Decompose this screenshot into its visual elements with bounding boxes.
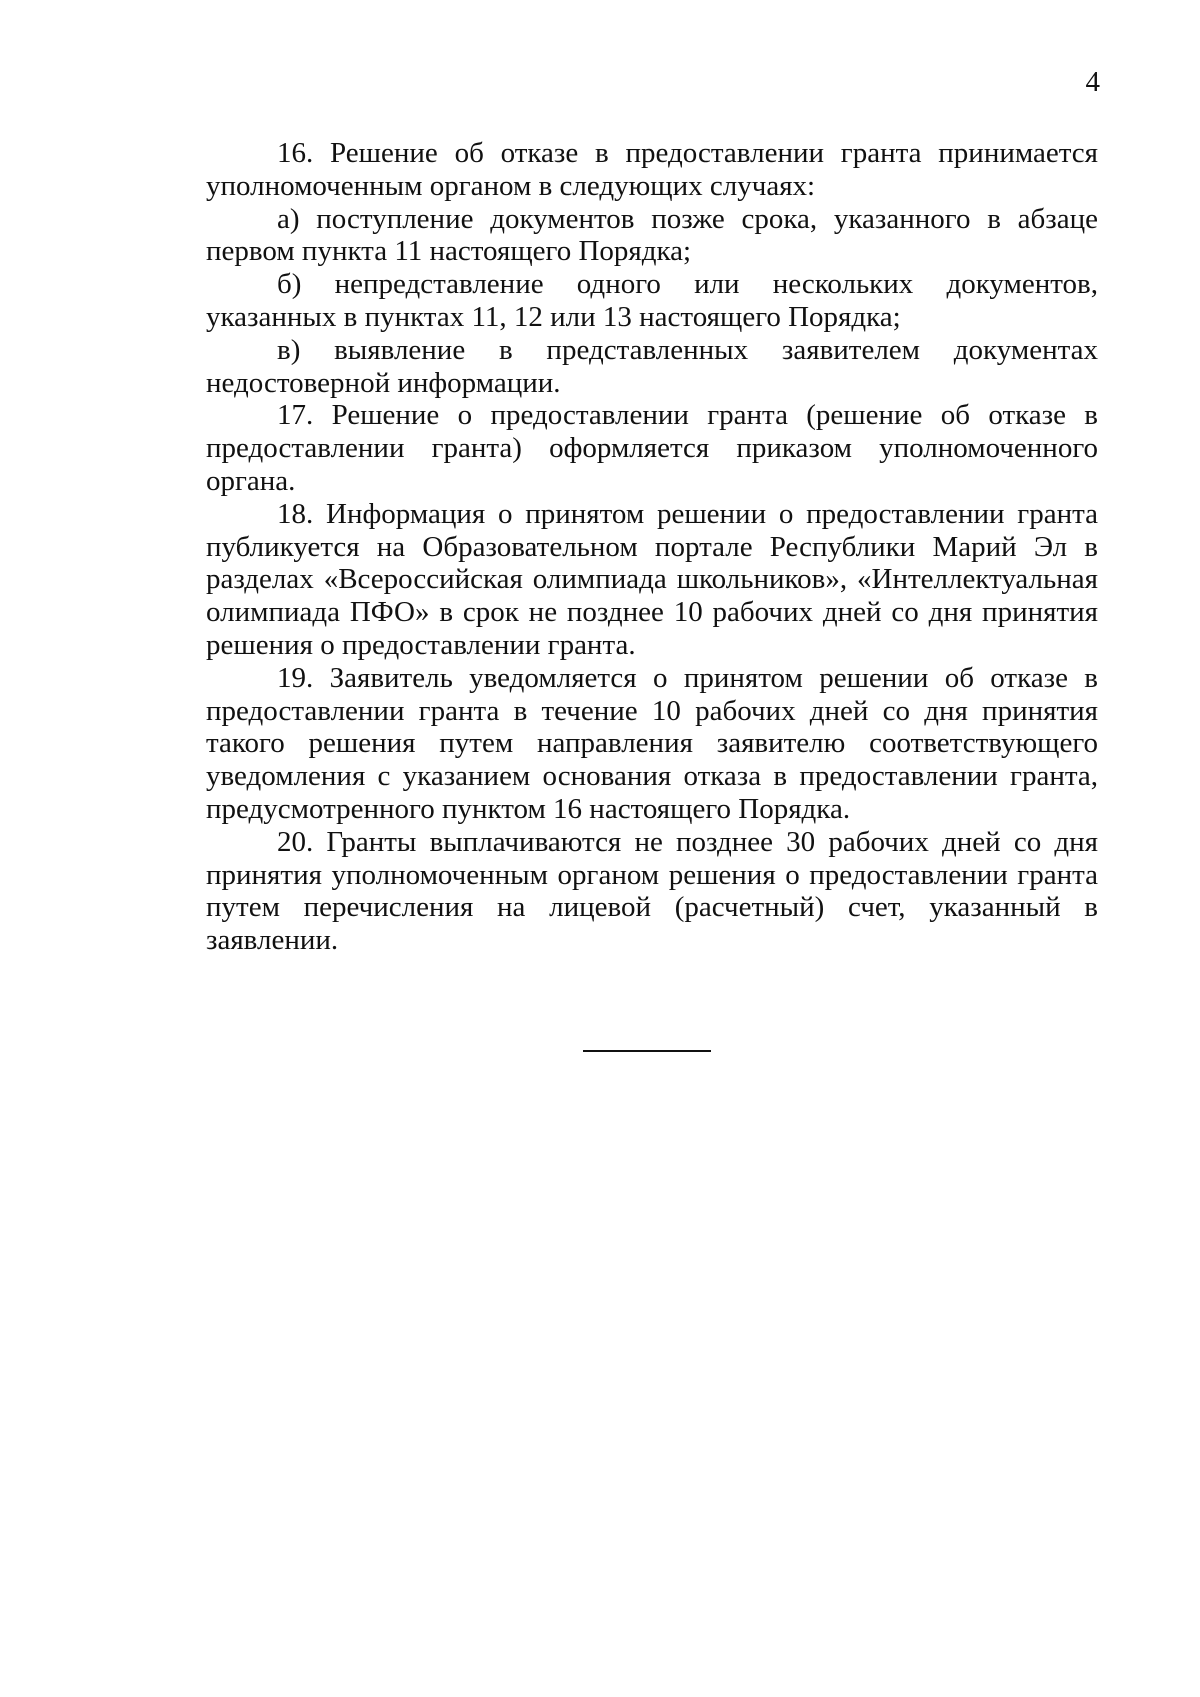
paragraph-20: 20. Гранты выплачиваются не позднее 30 рабочих дней со дня принятия уполномоченным органом решения о предоставлении гранта путем перечисления на лицевой (расчетный) счет, указанный в заявлении. (206, 825, 1098, 957)
end-of-document-rule (583, 1050, 711, 1052)
paragraph-19: 19. Заявитель уведомляется о принятом решении об отказе в предоставлении гранта в течение 10 рабочих дней со дня принятия такого решения путем направления заявителю соответствующего уведомления с указанием основания отказа в предоставлении гранта, предусмотренного пунктом 16 настоящего Порядка. (206, 661, 1098, 825)
paragraph-16-item-v: в) выявление в представленных заявителем документах недостоверной информации. (206, 333, 1098, 399)
paragraph-17: 17. Решение о предоставлении гранта (решение об отказе в предоставлении гранта) оформляется приказом уполномоченного органа. (206, 399, 1098, 497)
paragraph-16: 16. Решение об отказе в предоставлении гранта принимается уполномоченным органом в следующих случаях: (206, 137, 1098, 202)
page-number: 4 (1085, 66, 1100, 98)
document-body (206, 137, 1098, 957)
paragraph-16-item-b: б) непредставление одного или нескольких документов, указанных в пунктах 11, 12 или 13 настоящего Порядка; (206, 268, 1098, 333)
paragraph-18: 18. Информация о принятом решении о предоставлении гранта публикуется на Образовательном портале Республики Марий Эл в разделах «Всероссийская олимпиада школьников», «Интеллектуальная олимпиада ПФО» в срок не позднее 10 рабочих дней со дня принятия решения о предоставлении гранта. (206, 497, 1098, 661)
paragraph-16-item-a: а) поступление документов позже срока, указанного в абзаце первом пункта 11 настоящего Порядка; (206, 202, 1098, 268)
